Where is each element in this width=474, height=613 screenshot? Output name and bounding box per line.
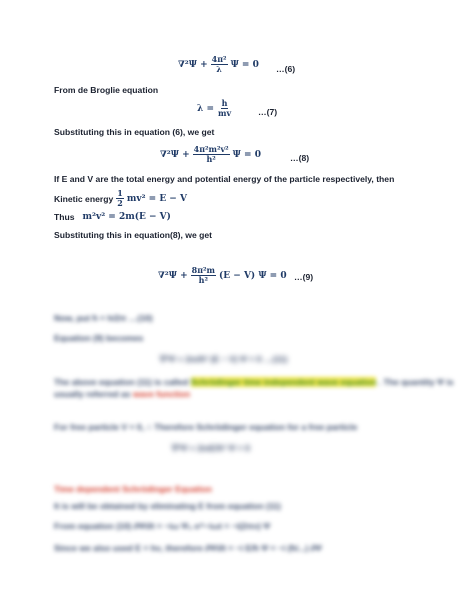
eq9-rhs: (E − V) Ψ = 0 [219,270,287,281]
eq6-fraction [211,55,228,74]
blurred-eliminating-line: It is will be obtained by eliminating E from equation (11) [54,501,281,511]
thus-prefix: Thus [54,212,75,222]
ev-line: If E and V are the total energy and potential energy of the particle respectively, then [54,174,395,184]
eq9-num: 8π²m [191,265,216,275]
eq8-lhs: ∇²Ψ + [160,149,190,160]
blurred-since-line: Since we also used E = hν, therefore ∂Ψ/∂t = −i E/ħ Ψ = −i (ħ/...) ∂Ψ [54,543,322,553]
thus-rhs: m²v² = 2m(E − V) [82,212,171,222]
eq6-rhs: Ψ = 0 [230,59,259,70]
blurred-eq-becomes: Equation (9) becomes [54,333,144,343]
eq9-tag: …(9) [294,272,314,282]
eq9-den: h² [198,275,208,285]
thus-line [54,212,171,222]
debroglie-line: From de Broglie equation [54,85,159,95]
ke-prefix: Kinetic energy [54,193,114,204]
blurred-called-b: Schrödinger time independent wave equation [190,377,377,387]
equation-8 [160,145,261,164]
eq9-fraction [191,266,216,285]
blurred-equation-11: ∇²Ψ + 2m/ħ² (E − V) Ψ = 0 …(11) [160,354,288,364]
eq8-fraction [193,145,230,164]
blurred-from-eq10-line: From equation (10) ∂Ψ/∂t = −iω Ψ₀ e^−iωt = −i(2πν) Ψ [54,521,271,531]
ke-num: 1 [117,188,123,198]
blurred-free-particle: For free particle V = 0, ∴ Therefore Schrödinger equation for a free particle [54,422,358,432]
eq7-num: h [221,98,228,108]
ke-den: 2 [117,198,123,208]
eq8-tag: …(8) [290,153,310,163]
kinetic-energy-line [54,189,187,208]
blurred-called-a: The above equation (11) is called [54,377,189,387]
equation-6 [178,55,259,74]
blurred-equation-12: ∇²Ψ + 2mE/ħ² Ψ = 0 [172,443,250,453]
eq6-num: 4π² [211,54,227,64]
eq6-lhs: ∇²Ψ + [178,59,208,70]
eq7-tag: …(7) [258,107,278,117]
eq8-rhs: Ψ = 0 [232,149,261,160]
blurred-time-dependent-heading: Time dependent Schrödinger Equation [54,484,212,494]
equation-7 [197,99,235,118]
blurred-referred-b: wave function [132,389,191,399]
blurred-called-c: . The quantity Ψ is [378,377,454,387]
eq9-lhs: ∇²Ψ + [158,270,188,281]
eq6-den: λ [216,64,222,74]
ke-fraction [116,189,124,208]
equation-9 [158,266,287,285]
eq6-tag: …(6) [276,64,296,74]
eq7-lhs: λ = [197,103,214,114]
blurred-called-line [54,377,454,388]
blurred-referred-a: usually referred as [54,389,131,399]
eq8-num: 4π²m²v² [193,144,229,154]
subst8-line: Substituting this in equation(8), we get [54,230,213,240]
eq8-den: h² [206,154,216,164]
blurred-now-put: Now, put ħ = h/2π …(10) [54,313,153,323]
ke-rhs: mv² = E − V [126,193,187,204]
eq7-fraction [217,99,232,118]
blurred-referred-line [54,389,190,400]
subst6-line: Substituting this in equation (6), we get [54,127,215,137]
eq7-den: mv [218,108,232,118]
